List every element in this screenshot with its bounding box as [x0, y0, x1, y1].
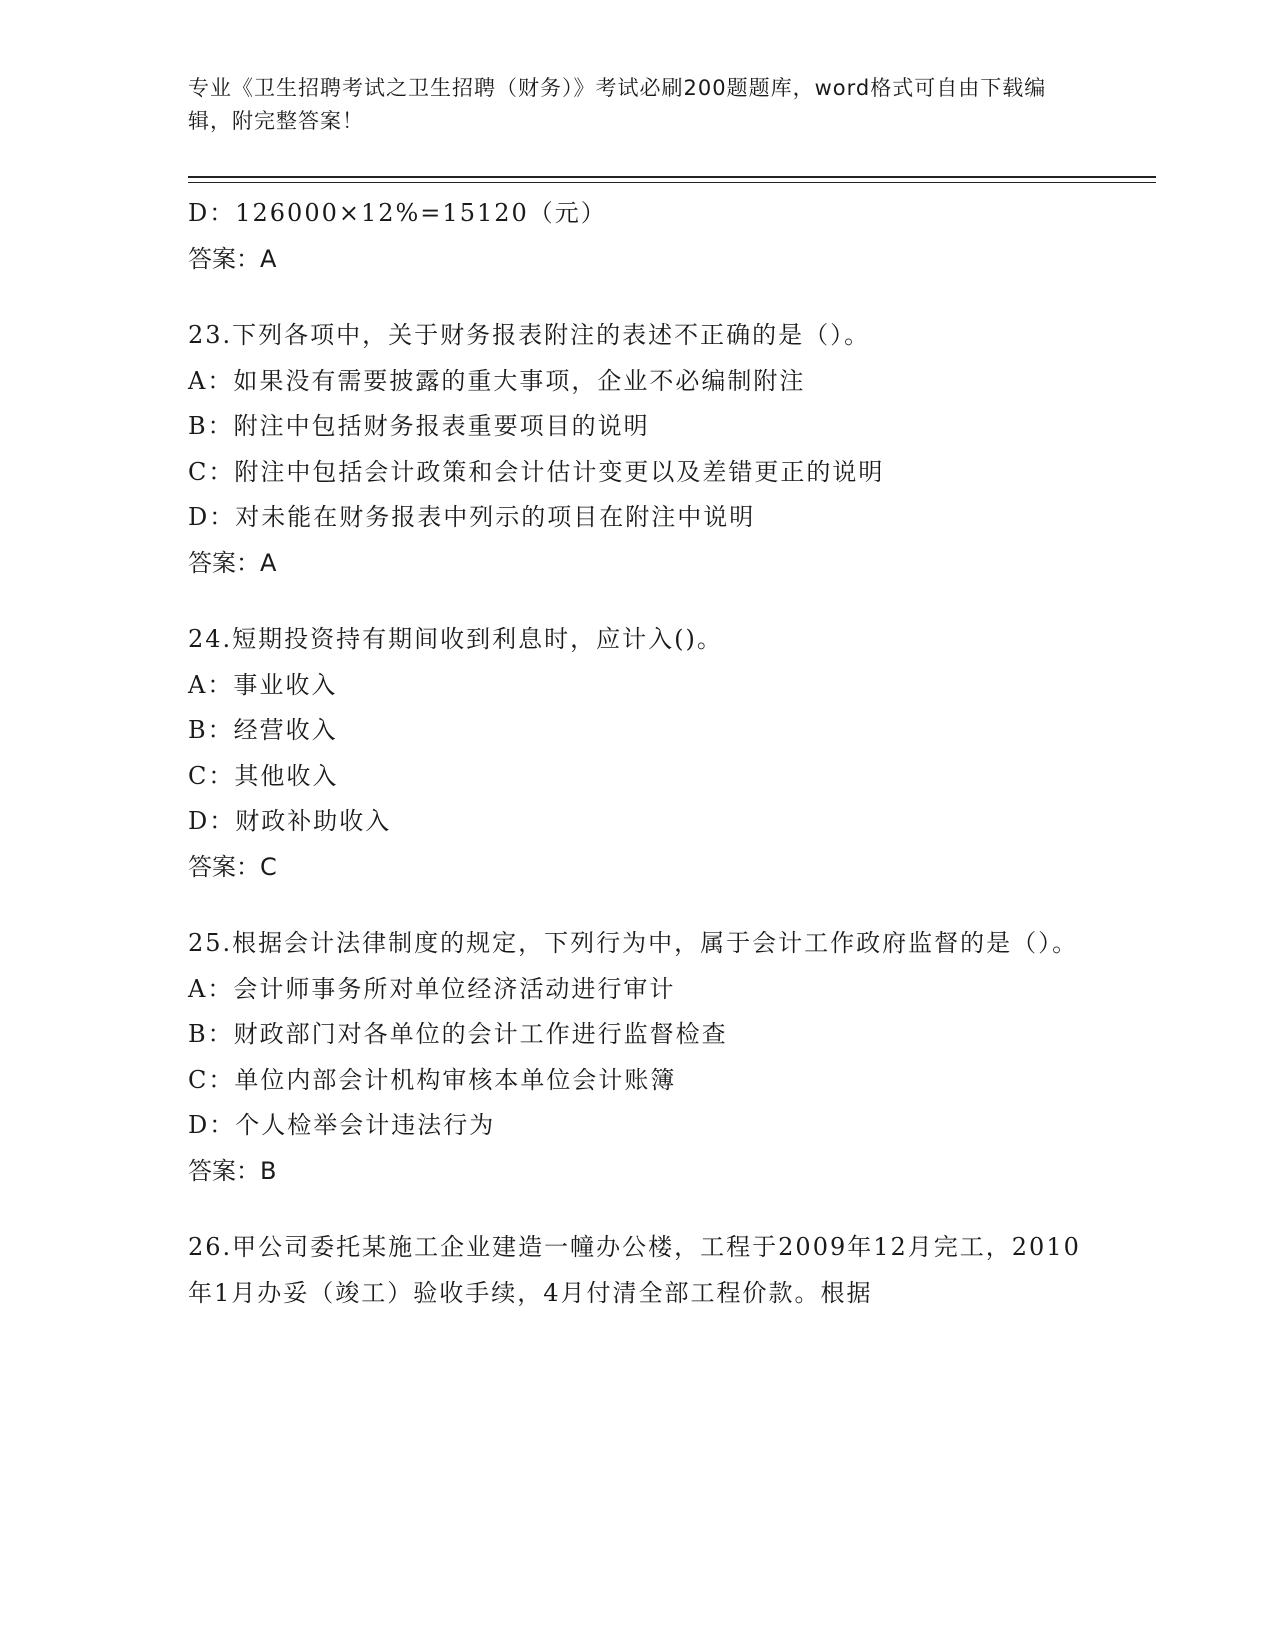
answer-line: 答案：A: [188, 244, 277, 273]
document-header-title: 专业《卫生招聘考试之卫生招聘（财务）》考试必刷200题题库，word格式可自由下载编辑，附完整答案！: [188, 76, 1047, 133]
option-a: A：事业收入: [188, 670, 338, 699]
answer-line: 答案：B: [188, 1156, 277, 1185]
question-stem: 24.短期投资持有期间收到利息时，应计入()。: [188, 625, 723, 653]
option-c: C：单位内部会计机构审核本单位会计账簿: [188, 1065, 677, 1094]
option-d: D：个人检举会计违法行为: [188, 1111, 496, 1139]
question-24: [188, 617, 1088, 890]
answer-line: 答案：A: [188, 548, 277, 577]
option-c: C：附注中包括会计政策和会计估计变更以及差错更正的说明: [188, 457, 885, 486]
question-stem: 26.甲公司委托某施工企业建造一幢办公楼，工程于2009年12月完工，2010年1月办妥（竣工）验收手续，4月付清全部工程价款。根据: [188, 1233, 1081, 1307]
question-stem: 25.根据会计法律制度的规定，下列行为中，属于会计工作政府监督的是（）。: [188, 929, 1079, 957]
header-divider-thin: [188, 182, 1156, 183]
question-25: [188, 921, 1088, 1194]
option-d: D：财政补助收入: [188, 807, 392, 835]
answer-line: 答案：C: [188, 852, 277, 881]
question-23: [188, 313, 1088, 586]
option-d: D：对未能在财务报表中列示的项目在附注中说明: [188, 503, 756, 531]
option-d: D：126000×12%=15120（元）: [188, 199, 607, 227]
option-c: C：其他收入: [188, 761, 339, 790]
option-a: A：如果没有需要披露的重大事项，企业不必编制附注: [188, 366, 806, 395]
document-body: [188, 191, 1088, 1316]
option-b: B：附注中包括财务报表重要项目的说明: [188, 412, 650, 440]
question-stem: 23.下列各项中，关于财务报表附注的表述不正确的是（）。: [188, 321, 871, 349]
header-divider-thick: [188, 176, 1156, 178]
option-b: B：财政部门对各单位的会计工作进行监督检查: [188, 1020, 728, 1048]
question-26: [188, 1225, 1088, 1316]
option-a: A：会计师事务所对单位经济活动进行审计: [188, 974, 676, 1003]
option-b: B：经营收入: [188, 716, 338, 744]
